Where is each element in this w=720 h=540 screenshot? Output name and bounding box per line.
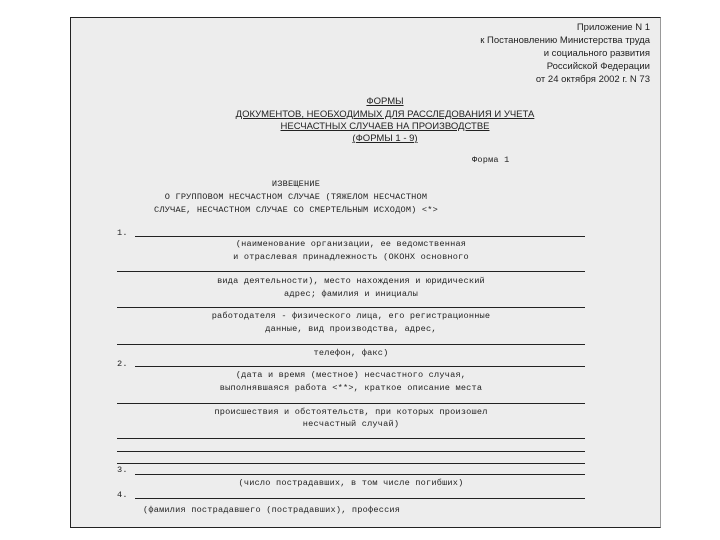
annex-line: Приложение N 1 — [576, 22, 650, 33]
hint: (наименование организации, ее ведомственная — [235, 239, 467, 249]
fill-line[interactable] — [135, 474, 585, 475]
fill-line[interactable] — [117, 451, 585, 452]
hint: работодателя - физического лица, его регистрационные — [211, 311, 491, 321]
fill-line[interactable] — [117, 344, 585, 345]
hint: телефон, факс) — [313, 348, 389, 358]
fill-line[interactable] — [135, 498, 585, 499]
fill-line[interactable] — [117, 307, 585, 308]
hint: (число пострадавших, в том числе погибших) — [238, 478, 464, 488]
hint: происшествия и обстоятельств, при которых произошел — [214, 407, 488, 417]
fill-line[interactable] — [117, 271, 585, 272]
hint: несчастный случай) — [302, 419, 400, 429]
notice-line: СЛУЧАЕ, НЕСЧАСТНОМ СЛУЧАЕ СО СМЕРТЕЛЬНЫМ ИСХОДОМ) <*> — [154, 205, 438, 215]
annex-line: Российской Федерации — [546, 61, 650, 72]
item-number: 4. — [117, 490, 128, 500]
hint: выполнявшаяся работа <**>, краткое описание места — [219, 383, 483, 393]
annex-line: и социального развития — [543, 48, 650, 59]
fill-line[interactable] — [117, 438, 585, 439]
hint: и отраслевая принадлежность (ОКОНХ основного — [233, 252, 469, 262]
item-number: 2. — [117, 359, 128, 369]
annex-line: к Постановлению Министерства труда — [480, 35, 650, 46]
annex-line: от 24 октября 2002 г. N 73 — [535, 74, 650, 85]
fill-line[interactable] — [135, 366, 585, 367]
fill-line[interactable] — [135, 236, 585, 237]
fill-line[interactable] — [117, 463, 585, 464]
title-line: ФОРМЫ — [366, 96, 404, 107]
notice-line: О ГРУППОВОМ НЕСЧАСТНОМ СЛУЧАЕ (ТЯЖЕЛОМ НЕСЧАСТНОМ — [164, 192, 428, 202]
hint: адрес; фамилия и инициалы — [284, 289, 418, 299]
item-number: 3. — [117, 465, 128, 475]
title-line: НЕСЧАСТНЫХ СЛУЧАЕВ НА ПРОИЗВОДСТВЕ — [280, 121, 490, 132]
form-label: Форма 1 — [472, 155, 510, 165]
title-line: ДОКУМЕНТОВ, НЕОБХОДИМЫХ ДЛЯ РАССЛЕДОВАНИЯ И УЧЕТА — [235, 109, 535, 120]
hint: данные, вид производства, адрес, — [265, 324, 437, 334]
item-number: 1. — [117, 228, 128, 238]
hint: вида деятельности), место нахождения и юридический — [217, 276, 485, 286]
title-line: (ФОРМЫ 1 - 9) — [352, 133, 418, 144]
hint: (фамилия пострадавшего (пострадавших), профессия — [143, 505, 401, 515]
document-page — [70, 17, 661, 528]
hint: (дата и время (местное) несчастного случая, — [235, 370, 467, 380]
fill-line[interactable] — [117, 403, 585, 404]
notice-title: ИЗВЕЩЕНИЕ — [271, 179, 321, 189]
